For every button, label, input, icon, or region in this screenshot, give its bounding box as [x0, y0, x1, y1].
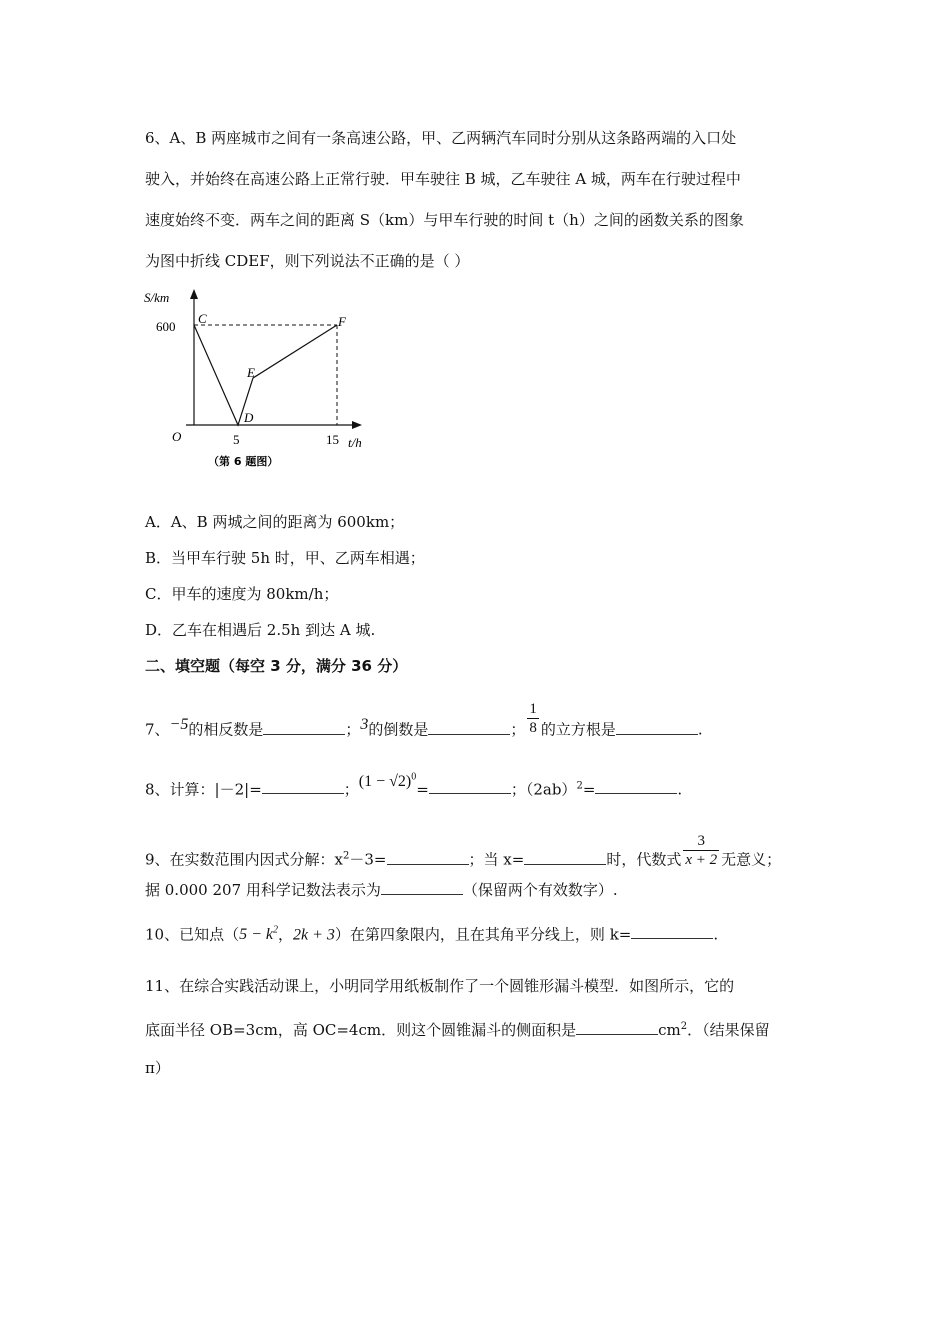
q9-text-a: 9、在实数范围内因式分解：x [145, 850, 344, 869]
q8-blank-3[interactable] [595, 779, 677, 794]
q7-text3: 的立方根是 [540, 720, 616, 739]
q9-sup: 2 [343, 850, 350, 862]
q6-option-a: A．A、B 两城之间的距离为 600km； [145, 513, 405, 531]
q9-text-d: 时，代数式 [606, 850, 682, 869]
q9-line-2 [145, 880, 618, 900]
x-tick-5: 5 [233, 432, 240, 447]
q9-frac-den: x + 2 [685, 852, 718, 868]
q8-eq2: = [416, 780, 429, 799]
q10-p1-sup: 2 [273, 925, 278, 936]
x-axis-label: t/h [348, 435, 362, 450]
q6-line-3: 速度始终不变．两车之间的距离 S（km）与甲车行驶的时间 t（h）之间的函数关系的图象 [145, 211, 744, 229]
q8-blank-1[interactable] [262, 779, 344, 794]
q8-expr3: （2ab） [525, 780, 577, 799]
q10-p1 [239, 926, 278, 943]
q7-prefix: 7、 [145, 720, 170, 739]
q11-text-a: 底面半径 OB=3cm，高 OC=4cm．则这个圆锥漏斗的侧面积是 [145, 1021, 577, 1039]
y-axis-label: S/km [144, 290, 170, 305]
q9-blank-2[interactable] [524, 850, 606, 865]
q7-end: . [697, 720, 703, 739]
q7-text1: 的相反数是 [188, 720, 264, 739]
q9-text-c: ；当 x= [468, 850, 525, 869]
section-2-title: 二、填空题（每空 3 分，满分 36 分） [145, 657, 408, 675]
q11-blank[interactable] [576, 1020, 658, 1035]
q10-suffix: ）在第四象限内，且在其角平分线上，则 k= [334, 925, 632, 944]
y-tick-600: 600 [156, 319, 176, 334]
q9-blank-1[interactable] [387, 850, 469, 865]
q7-line [145, 701, 703, 749]
q10-line [145, 921, 718, 945]
q9-text-f: 据 0.000 207 用科学记数法表示为 [145, 881, 381, 899]
q9-blank-3[interactable] [381, 880, 463, 895]
q8-sep1: ； [343, 780, 359, 799]
point-label-e: E [247, 365, 255, 380]
y-axis-arrow [190, 289, 198, 299]
q8-eq3: = [582, 780, 596, 799]
q10-end: . [713, 925, 719, 944]
point-label-f: F [338, 314, 346, 329]
q7-num-3: 3 [360, 715, 369, 733]
q6-line-4: 为图中折线 CDEF，则下列说法不正确的是（ ） [145, 252, 470, 270]
q6-option-c: C．甲车的速度为 80km/h； [145, 585, 339, 603]
q9-fraction [683, 832, 719, 869]
q8-end: . [677, 780, 683, 799]
x-axis-arrow [352, 421, 362, 429]
q8-expr2 [359, 773, 416, 790]
q11-line-2 [145, 1017, 770, 1040]
q10-comma: ， [278, 925, 294, 944]
q6-graph-figure [140, 285, 380, 475]
q11-text-b: cm [658, 1021, 681, 1039]
q9-text-e: 无意义； [721, 850, 782, 869]
q10-p1-text: 5 − k [239, 926, 273, 944]
x-tick-15: 15 [326, 432, 339, 447]
point-label-c: C [198, 311, 207, 326]
q7-sep2: ； [510, 720, 526, 739]
q6-option-d: D．乙车在相遇后 2.5h 到达 A 城. [145, 621, 376, 639]
q8-line [145, 772, 683, 800]
q11-text-c: ．（结果保留 [687, 1021, 770, 1039]
q8-expr2-exp: 0 [411, 772, 417, 783]
q7-sep1: ； [345, 720, 361, 739]
q7-blank-3[interactable] [616, 720, 698, 735]
q8-expr3-exp: 2 [576, 780, 583, 792]
q9-text-g: （保留两个有效数字）. [462, 881, 618, 899]
q8-sep2: ； [510, 780, 526, 799]
q6-option-b: B．当甲车行驶 5h 时，甲、乙两车相遇； [145, 549, 425, 567]
figure-caption: （第 6 题图） [208, 455, 279, 468]
q7-num-neg5: −5 [169, 715, 189, 733]
q7-frac-num: 1 [529, 701, 537, 717]
polyline-cdef [194, 325, 337, 425]
q11-sup: 2 [680, 1021, 688, 1032]
q10-p2: 2k + 3 [293, 926, 335, 944]
q8-expr2-text: (1 − √2) [358, 773, 412, 791]
q7-blank-1[interactable] [263, 720, 345, 735]
q7-frac-den: 8 [529, 720, 537, 736]
q7-fraction [527, 700, 539, 737]
q9-text-b: －3= [349, 850, 387, 869]
q9-line-1 [145, 833, 782, 879]
q6-line-2: 驶入，并始终在高速公路上正常行驶．甲车驶往 B 城，乙车驶往 A 城，两车在行驶过程中 [145, 170, 741, 188]
q9-frac-num: 3 [697, 833, 705, 849]
q8-prefix: 8、计算：|－2|= [145, 780, 262, 799]
q8-blank-2[interactable] [429, 779, 511, 794]
q7-text2: 的倒数是 [368, 720, 429, 739]
q6-line-1: 6、A、B 两座城市之间有一条高速公路，甲、乙两辆汽车同时分别从这条路两端的入口处 [145, 129, 737, 147]
q7-blank-2[interactable] [428, 720, 510, 735]
q11-line-1: 11、在综合实践活动课上，小明同学用纸板制作了一个圆锥形漏斗模型．如图所示，它的 [145, 977, 735, 995]
point-label-d: D [244, 410, 254, 425]
q10-blank[interactable] [631, 924, 713, 939]
origin-label: O [172, 429, 182, 444]
q10-prefix: 10、已知点（ [145, 925, 240, 944]
q11-line-3: π） [145, 1059, 170, 1077]
